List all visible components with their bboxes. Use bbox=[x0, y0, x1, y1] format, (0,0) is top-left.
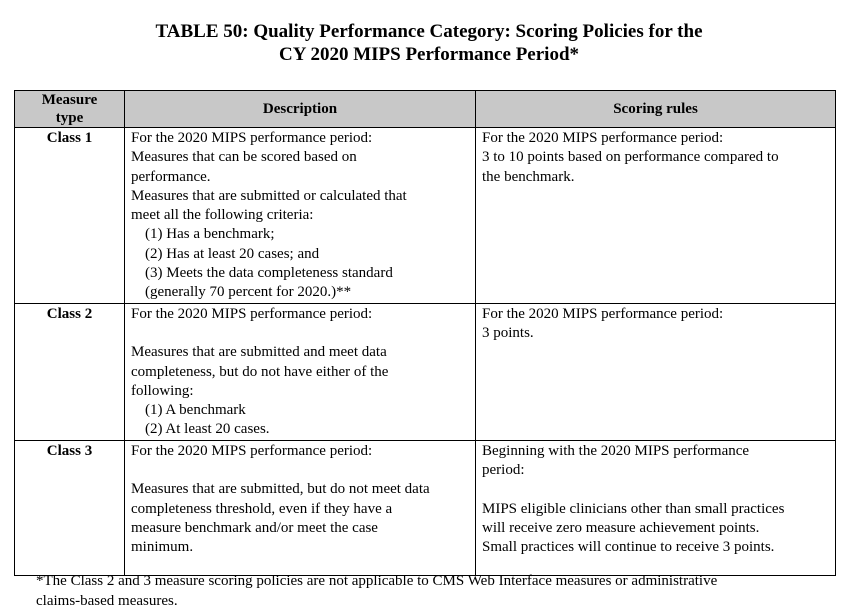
table-title-line-2: CY 2020 MIPS Performance Period* bbox=[278, 44, 580, 65]
footnote-line-1: *The Class 2 and 3 measure scoring policies are not applicable to CMS Web Interface measures or administrative bbox=[36, 573, 718, 589]
description-line: meet all the following criteria: bbox=[131, 207, 314, 224]
criteria-item: (generally 70 percent for 2020.)** bbox=[145, 284, 352, 301]
scoring-rule-line: period: bbox=[482, 462, 525, 479]
header-measure-type bbox=[15, 91, 125, 128]
criteria-item: (1) A benchmark bbox=[145, 402, 246, 419]
description-line: For the 2020 MIPS performance period: bbox=[131, 442, 373, 459]
scoring-rule-line: Beginning with the 2020 MIPS performance bbox=[482, 442, 750, 459]
criteria-item: (3) Meets the data completeness standard bbox=[145, 265, 393, 282]
scoring-rule-cell bbox=[476, 303, 836, 440]
description-cell bbox=[125, 303, 476, 440]
scoring-rule-line: the benchmark. bbox=[482, 168, 575, 185]
scoring-policies-table bbox=[14, 90, 836, 576]
scoring-rule-line: For the 2020 MIPS performance period: bbox=[482, 305, 724, 322]
blank-line bbox=[131, 461, 469, 480]
scoring-rule-line: Small practices will continue to receive 3 points. bbox=[482, 539, 775, 556]
header-scoring-rules: Scoring rules bbox=[476, 91, 836, 128]
description-line: Measures that can be scored based on bbox=[131, 149, 357, 166]
scoring-rule-cell bbox=[476, 440, 836, 575]
measure-type-cell: Class 1 bbox=[15, 128, 125, 304]
scoring-rule-line: 3 points. bbox=[482, 324, 534, 341]
scoring-rule-cell bbox=[476, 128, 836, 304]
blank-line bbox=[131, 324, 469, 343]
header-measure-type-line-2: type bbox=[55, 110, 84, 126]
description-line: For the 2020 MIPS performance period: bbox=[131, 130, 373, 146]
description-line: performance. bbox=[131, 168, 211, 185]
blank-line bbox=[482, 480, 829, 499]
description-line: minimum. bbox=[131, 539, 194, 556]
table-title-line-1: TABLE 50: Quality Performance Category: Scoring Policies for the bbox=[155, 21, 703, 42]
table-row bbox=[15, 440, 836, 575]
table-row bbox=[15, 128, 836, 304]
description-line: following: bbox=[131, 382, 194, 399]
criteria-item: (2) At least 20 cases. bbox=[145, 421, 270, 438]
table-title bbox=[0, 20, 858, 66]
description-line: For the 2020 MIPS performance period: bbox=[131, 305, 373, 322]
measure-type-cell: Class 3 bbox=[15, 440, 125, 575]
scoring-rule-line: MIPS eligible clinicians other than small practices bbox=[482, 500, 785, 517]
footnote-line-2: claims-based measures. bbox=[36, 593, 178, 609]
description-cell bbox=[125, 128, 476, 304]
scoring-rule-line: For the 2020 MIPS performance period: bbox=[482, 130, 724, 146]
footnote bbox=[36, 571, 836, 611]
table-row bbox=[15, 303, 836, 440]
criteria-item: (1) Has a benchmark; bbox=[145, 226, 275, 243]
description-line: Measures that are submitted or calculated that bbox=[131, 187, 407, 204]
header-description: Description bbox=[125, 91, 476, 128]
scoring-rule-line: 3 to 10 points based on performance compared to bbox=[482, 149, 779, 166]
measure-type-cell: Class 2 bbox=[15, 303, 125, 440]
description-line: Measures that are submitted and meet data bbox=[131, 344, 387, 361]
header-measure-type-line-1: Measure bbox=[41, 92, 98, 108]
table-header-row bbox=[15, 91, 836, 128]
description-cell bbox=[125, 440, 476, 575]
description-line: Measures that are submitted, but do not meet data bbox=[131, 481, 430, 498]
description-line: completeness, but do not have either of the bbox=[131, 363, 389, 380]
scoring-rule-line: will receive zero measure achievement points. bbox=[482, 519, 760, 536]
description-line: measure benchmark and/or meet the case bbox=[131, 519, 378, 536]
description-line: completeness threshold, even if they have a bbox=[131, 500, 393, 517]
criteria-item: (2) Has at least 20 cases; and bbox=[145, 245, 320, 262]
